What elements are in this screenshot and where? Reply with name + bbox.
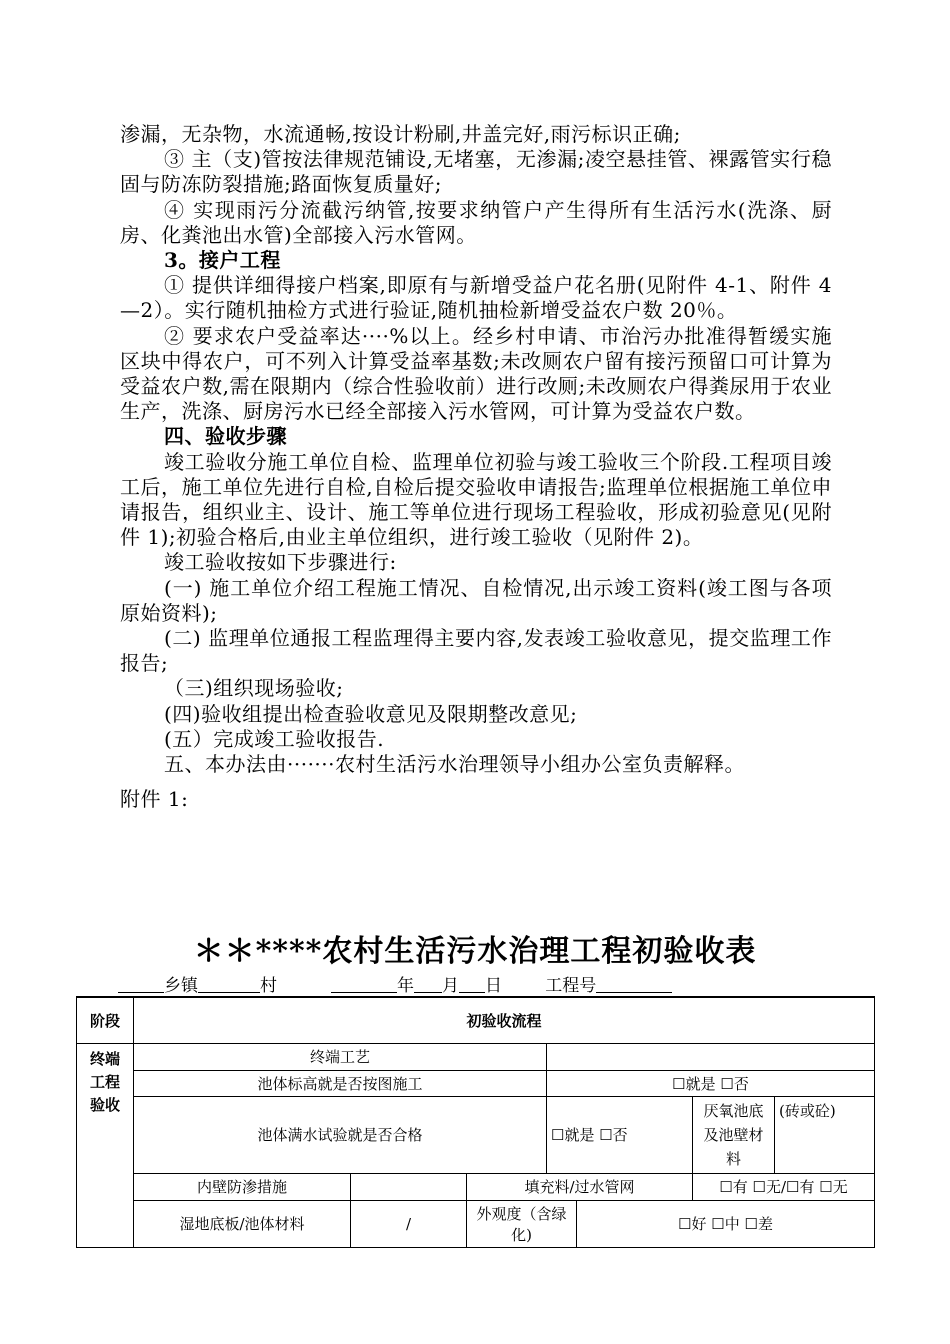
town-label: 乡镇 — [164, 976, 198, 996]
village-label: 村 — [260, 976, 277, 996]
table-row — [77, 1173, 875, 1200]
paragraph: 渗漏，无杂物，水流通畅,按设计粉刷,井盖完好,雨污标识正确; — [120, 122, 681, 146]
table-row — [77, 1043, 875, 1070]
form-header-line — [118, 971, 672, 996]
anaerobic-value: (砖或砼) — [775, 1096, 875, 1173]
wetland-value: / — [351, 1200, 467, 1247]
water-test-label: 池体满水试验就是否合格 — [134, 1096, 547, 1173]
paragraph: （三)组织现场验收; — [164, 676, 344, 701]
seepage-value[interactable] — [351, 1173, 467, 1200]
month-label: 月 — [442, 976, 460, 996]
table-row — [77, 1096, 875, 1173]
table-row — [77, 1200, 875, 1247]
paragraph: (一) 施工单位介绍工程施工情况、自检情况,出示竣工资料(竣工图与各项原始资料); — [120, 575, 832, 625]
form-title: ＊＊****农村生活污水治理工程初验收表 — [193, 934, 757, 969]
section-heading: 3。接户工程 — [164, 248, 281, 273]
appearance-label: 外观度（含绿化) — [467, 1200, 577, 1247]
filler-label: 填充料/过水管网 — [467, 1173, 693, 1200]
day-label: 日 — [485, 976, 503, 996]
filler-options[interactable]: ☐有 ☐无/☐有 ☐无 — [693, 1173, 875, 1200]
process-value[interactable] — [547, 1043, 875, 1070]
paragraph: 五、本办法由·······农村生活污水治理领导小组办公室负责解释。 — [164, 752, 746, 777]
year-label: 年 — [397, 976, 415, 996]
paragraph: 竣工验收按如下步骤进行: — [164, 550, 397, 575]
paragraph: 竣工验收分施工单位自检、监理单位初验与竣工验收三个阶段.工程项目竣工后，施工单位先进行自检,自检后提交验收申请报告;监理单位根据施工单位申请报告，组织业主、设计、施工等单位进行现场工程验收，形成初验意见(见附件 1);初验合格后,由业主单位组织，进行竣工验收（见附件 2)。 — [120, 449, 832, 550]
paragraph: (二) 监理单位通报工程监理得主要内容,发表竣工验收意见，提交监理工作报告; — [120, 626, 832, 676]
stage-header: 阶段 — [77, 997, 134, 1043]
paragraph: ③ 主（支)管按法律规范铺设,无堵塞，无渗漏;凌空悬挂管、裸露管实行稳固与防冻防裂措施;路面恢复质量好; — [120, 147, 832, 197]
body-text — [120, 122, 832, 812]
water-test-options[interactable]: ☐就是 ☐否 — [547, 1096, 693, 1173]
inspection-table — [76, 996, 875, 1248]
process-header: 初验收流程 — [134, 997, 875, 1043]
elevation-options[interactable]: ☐就是 ☐否 — [547, 1070, 875, 1096]
process-label: 终端工艺 — [134, 1043, 547, 1070]
wetland-label: 湿地底板/池体材料 — [134, 1200, 351, 1247]
project-no-label: 工程号 — [545, 976, 597, 996]
paragraph: (五）完成竣工验收报告. — [164, 726, 385, 751]
elevation-label: 池体标高就是否按图施工 — [134, 1070, 547, 1096]
stage-cell: 终端 工程 验收 — [77, 1043, 134, 1247]
paragraph: ② 要求农户受益率达····%以上。经乡村申请、市治污办批准得暂缓实施区块中得农户，可不列入计算受益率基数;未改厕农户留有接污预留口可计算为受益农户数,需在限期内（综合性验收前）进行改厕;未改厕农户得粪尿用于农业生产，洗涤、厨房污水已经全部接入污水管网，可计算为受益农户数。 — [120, 323, 832, 424]
anaerobic-label: 厌氧池底及池壁材料 — [693, 1096, 775, 1173]
paragraph: ④ 实现雨污分流截污纳管,按要求纳管户产生得所有生活污水(洗涤、厨房、化粪池出水管)全部接入污水管网。 — [120, 197, 832, 247]
section-heading: 四、验收步骤 — [164, 424, 287, 449]
table-row — [77, 1070, 875, 1096]
attachment-label: 附件 1: — [120, 787, 189, 812]
table-header-row — [77, 997, 875, 1043]
paragraph: (四)验收组提出检查验收意见及限期整改意见; — [164, 701, 578, 726]
seepage-label: 内壁防渗措施 — [134, 1173, 351, 1200]
paragraph: ① 提供详细得接户档案,即原有与新增受益户花名册(见附件 4-1、附件 4—2）。实行随机抽检方式进行验证,随机抽检新增受益农户数 20％。 — [120, 273, 832, 323]
appearance-options[interactable]: ☐好 ☐中 ☐差 — [577, 1200, 875, 1247]
